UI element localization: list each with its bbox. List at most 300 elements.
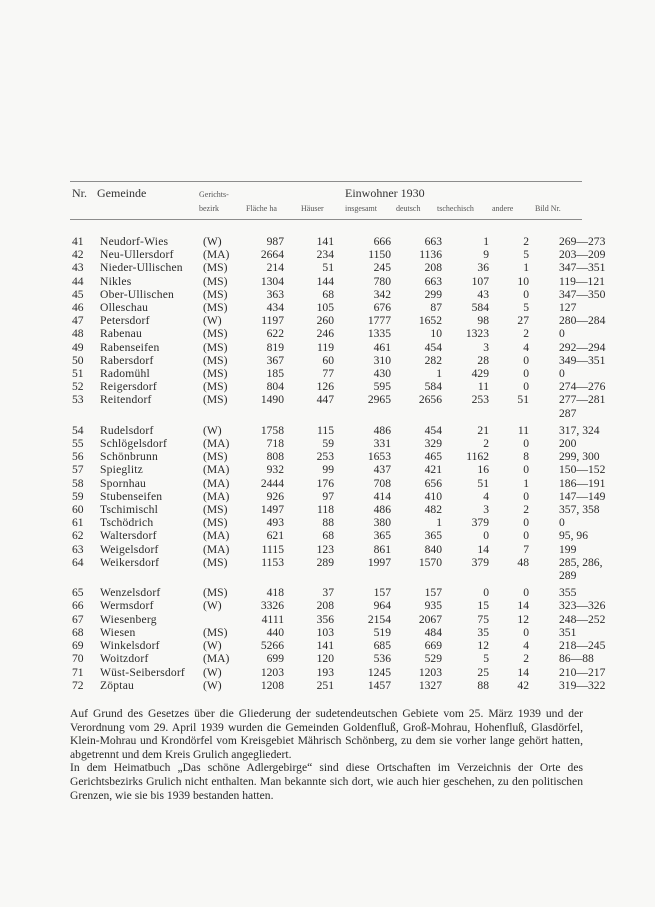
cell-flaeche: 363 <box>266 287 284 301</box>
cell-insgesamt: 2154 <box>367 612 391 626</box>
empty-cell <box>284 569 334 582</box>
cell-gerichtsbezirk: (MS) <box>203 353 228 367</box>
table-header-rule <box>70 219 582 220</box>
cell-nr: 68 <box>72 625 84 639</box>
cell-haeuser: 105 <box>316 301 334 315</box>
table-row <box>70 261 621 274</box>
cell-tschechisch: 0 <box>483 586 489 600</box>
table-body <box>70 235 621 692</box>
cell-gerichtsbezirk: (MA) <box>203 652 230 666</box>
cell-gerichtsbezirk: (MA) <box>203 248 230 262</box>
cell-tschechisch: 1 <box>483 235 489 248</box>
cell-insgesamt: 380 <box>373 516 391 530</box>
cell-tschechisch: 28 <box>477 353 489 367</box>
cell-flaeche: 808 <box>266 450 284 464</box>
cell-haeuser: 176 <box>316 476 334 490</box>
cell-insgesamt: 430 <box>373 367 391 381</box>
cell-gemeinde: Olleschau <box>100 301 149 315</box>
empty-cell <box>442 569 489 582</box>
cell-deutsch: 1327 <box>418 678 442 692</box>
cell-andere: 1 <box>523 476 529 490</box>
cell-flaeche: 819 <box>266 340 284 354</box>
cell-andere: 14 <box>517 599 529 613</box>
cell-nr: 64 <box>72 555 84 569</box>
cell-flaeche: 804 <box>266 380 284 394</box>
cell-nr: 69 <box>72 639 84 653</box>
cell-deutsch: 2067 <box>418 612 442 626</box>
cell-haeuser: 59 <box>322 437 334 451</box>
cell-bild-continuation: 289 <box>559 569 577 583</box>
cell-gemeinde: Radomühl <box>100 367 150 381</box>
cell-insgesamt: 1457 <box>367 678 391 692</box>
cell-gemeinde: Neudorf-Wies <box>100 235 169 248</box>
cell-deutsch: 454 <box>424 340 442 354</box>
cell-gemeinde: Stubenseifen <box>100 489 163 503</box>
empty-cell <box>239 569 284 582</box>
empty-cell <box>203 407 239 420</box>
cell-haeuser: 356 <box>316 612 334 626</box>
empty-cell <box>100 407 203 420</box>
cell-nr: 43 <box>72 261 84 275</box>
cell-deutsch: 454 <box>424 423 442 437</box>
cell-andere: 0 <box>523 287 529 301</box>
cell-gemeinde: Wiesen <box>100 625 136 639</box>
cell-bild: 285, 286, <box>559 555 603 569</box>
cell-bild-continuation: 287 <box>559 406 577 420</box>
cell-gerichtsbezirk: (MS) <box>203 327 228 341</box>
cell-tschechisch: 51 <box>477 476 489 490</box>
cell-gerichtsbezirk: (MS) <box>203 274 228 288</box>
cell-andere: 11 <box>517 423 529 437</box>
cell-nr: 52 <box>72 380 84 394</box>
cell-haeuser: 141 <box>316 639 334 653</box>
cell-andere: 27 <box>517 314 529 328</box>
cell-gerichtsbezirk: (MS) <box>203 625 228 639</box>
cell-tschechisch: 379 <box>471 516 489 530</box>
cell-flaeche: 1304 <box>260 274 284 288</box>
table-row <box>70 516 621 529</box>
cell-insgesamt: 708 <box>373 476 391 490</box>
cell-andere: 5 <box>523 248 529 262</box>
cell-gemeinde: Reigersdorf <box>100 380 157 394</box>
cell-haeuser: 97 <box>322 489 334 503</box>
cell-gerichtsbezirk: (W) <box>203 639 222 653</box>
cell-haeuser: 253 <box>316 450 334 464</box>
cell-insgesamt: 595 <box>373 380 391 394</box>
table-row <box>70 367 621 380</box>
cell-deutsch: 2656 <box>418 393 442 407</box>
cell-nr: 57 <box>72 463 84 477</box>
cell-tschechisch: 1162 <box>466 450 489 464</box>
cell-nr: 71 <box>72 665 84 679</box>
cell-gerichtsbezirk: (MS) <box>203 516 228 530</box>
cell-tschechisch: 429 <box>471 367 489 381</box>
empty-cell <box>239 407 284 420</box>
cell-haeuser: 141 <box>316 235 334 248</box>
table-row <box>70 613 621 626</box>
cell-insgesamt: 1335 <box>367 327 391 341</box>
cell-deutsch: 465 <box>424 450 442 464</box>
cell-flaeche: 367 <box>266 353 284 367</box>
empty-cell <box>100 569 203 582</box>
cell-tschechisch: 584 <box>471 301 489 315</box>
cell-deutsch: 935 <box>424 599 442 613</box>
cell-tschechisch: 88 <box>477 678 489 692</box>
cell-flaeche: 621 <box>266 529 284 543</box>
cell-insgesamt: 437 <box>373 463 391 477</box>
cell-flaeche: 718 <box>266 437 284 451</box>
cell-insgesamt: 519 <box>373 625 391 639</box>
cell-flaeche: 1758 <box>260 423 284 437</box>
cell-flaeche: 214 <box>266 261 284 275</box>
cell-gemeinde: Woitzdorf <box>100 652 149 666</box>
cell-gemeinde: Nieder-Ullischen <box>100 261 183 275</box>
cell-deutsch: 1570 <box>418 555 442 569</box>
cell-haeuser: 289 <box>316 555 334 569</box>
cell-haeuser: 193 <box>316 665 334 679</box>
cell-andere: 2 <box>523 652 529 666</box>
cell-gemeinde: Wüst-Seibersdorf <box>100 665 185 679</box>
cell-nr: 72 <box>72 678 84 692</box>
cell-bild: 150—152 <box>559 463 606 477</box>
cell-nr: 62 <box>72 529 84 543</box>
cell-flaeche: 622 <box>266 327 284 341</box>
cell-gemeinde: Winkelsdorf <box>100 639 160 653</box>
cell-gerichtsbezirk: (MA) <box>203 463 230 477</box>
cell-andere: 10 <box>517 274 529 288</box>
cell-bild: 355 <box>559 586 577 600</box>
cell-bild: 0 <box>559 367 565 381</box>
table-row <box>70 679 621 692</box>
cell-haeuser: 68 <box>322 529 334 543</box>
table-row <box>70 248 621 261</box>
table-row <box>70 556 621 569</box>
cell-flaeche: 699 <box>266 652 284 666</box>
cell-andere: 51 <box>517 393 529 407</box>
cell-tschechisch: 1323 <box>465 327 489 341</box>
cell-deutsch: 663 <box>424 274 442 288</box>
cell-gemeinde: Weigelsdorf <box>100 542 159 556</box>
cell-gemeinde: Petersdorf <box>100 314 150 328</box>
cell-bild: 347—351 <box>559 261 606 275</box>
cell-gerichtsbezirk: (W) <box>203 423 222 437</box>
cell-insgesamt: 342 <box>373 287 391 301</box>
header-bild: Bild Nr. <box>535 204 561 213</box>
cell-andere: 0 <box>523 437 529 451</box>
header-nr: Nr. <box>72 186 87 200</box>
table-row <box>70 529 621 542</box>
cell-haeuser: 68 <box>322 287 334 301</box>
table-row <box>70 463 621 476</box>
cell-nr: 63 <box>72 542 84 556</box>
table-row <box>70 543 621 556</box>
table-row <box>70 626 621 639</box>
cell-flaeche: 418 <box>266 586 284 600</box>
cell-nr: 48 <box>72 327 84 341</box>
cell-gemeinde: Rabenseifen <box>100 340 160 354</box>
cell-gemeinde: Ober-Ullischen <box>100 287 175 301</box>
empty-cell <box>391 569 442 582</box>
cell-flaeche: 932 <box>266 463 284 477</box>
cell-insgesamt: 486 <box>373 423 391 437</box>
cell-nr: 59 <box>72 489 84 503</box>
cell-gemeinde: Nikles <box>100 274 132 288</box>
cell-gerichtsbezirk: (MA) <box>203 476 230 490</box>
cell-deutsch: 1 <box>436 516 442 530</box>
cell-flaeche: 926 <box>266 489 284 503</box>
cell-insgesamt: 365 <box>373 529 391 543</box>
cell-andere: 0 <box>523 529 529 543</box>
cell-andere: 0 <box>523 489 529 503</box>
cell-gerichtsbezirk: (W) <box>203 599 222 613</box>
cell-gerichtsbezirk: (MS) <box>203 380 228 394</box>
table-row <box>70 380 621 393</box>
cell-deutsch: 157 <box>424 586 442 600</box>
cell-deutsch: 1136 <box>419 248 442 262</box>
cell-bild: 277—281 <box>559 393 606 407</box>
cell-tschechisch: 3 <box>483 340 489 354</box>
cell-andere: 2 <box>523 235 529 248</box>
cell-bild: 200 <box>559 437 577 451</box>
cell-gerichtsbezirk: (MS) <box>203 367 228 381</box>
cell-insgesamt: 964 <box>373 599 391 613</box>
cell-haeuser: 246 <box>316 327 334 341</box>
cell-gemeinde: Spieglitz <box>100 463 144 477</box>
cell-gerichtsbezirk: (MS) <box>203 287 228 301</box>
cell-flaeche: 440 <box>266 625 284 639</box>
header-einwohner-group: Einwohner 1930 <box>345 186 425 200</box>
cell-haeuser: 99 <box>322 463 334 477</box>
cell-bild: 119—121 <box>559 274 605 288</box>
cell-flaeche: 1208 <box>260 678 284 692</box>
cell-bild: 269—273 <box>559 235 606 248</box>
table-row <box>70 599 621 612</box>
cell-nr: 46 <box>72 301 84 315</box>
cell-haeuser: 126 <box>316 380 334 394</box>
cell-insgesamt: 536 <box>373 652 391 666</box>
cell-gemeinde: Weikersdorf <box>100 555 160 569</box>
cell-andere: 42 <box>517 678 529 692</box>
cell-tschechisch: 107 <box>471 274 489 288</box>
cell-gemeinde: Zöptau <box>100 678 135 692</box>
cell-andere: 14 <box>517 665 529 679</box>
cell-gerichtsbezirk: (MS) <box>203 503 228 517</box>
empty-cell <box>489 569 529 582</box>
table-row <box>70 639 621 652</box>
cell-insgesamt: 486 <box>373 503 391 517</box>
cell-gerichtsbezirk: (MA) <box>203 489 230 503</box>
cell-tschechisch: 75 <box>477 612 489 626</box>
cell-gerichtsbezirk: (W) <box>203 235 222 248</box>
table-row <box>70 582 621 599</box>
cell-flaeche: 1497 <box>260 503 284 517</box>
cell-bild: 351 <box>559 625 577 639</box>
cell-nr: 41 <box>72 235 84 248</box>
empty-cell <box>489 407 529 420</box>
table-row <box>70 393 621 406</box>
cell-nr: 55 <box>72 437 84 451</box>
table-row <box>70 450 621 463</box>
cell-flaeche: 987 <box>266 235 284 248</box>
cell-haeuser: 251 <box>316 678 334 692</box>
table-row <box>70 288 621 301</box>
table-row <box>70 341 621 354</box>
empty-cell <box>442 407 489 420</box>
empty-cell <box>70 407 100 420</box>
cell-insgesamt: 461 <box>373 340 391 354</box>
cell-flaeche: 3326 <box>260 599 284 613</box>
cell-haeuser: 234 <box>316 248 334 262</box>
footnote <box>70 707 583 802</box>
cell-deutsch: 482 <box>424 503 442 517</box>
cell-nr: 42 <box>72 248 84 262</box>
header-flaeche: Fläche ha <box>246 204 277 213</box>
cell-bild: 147—149 <box>559 489 606 503</box>
cell-haeuser: 77 <box>322 367 334 381</box>
cell-gerichtsbezirk: (MS) <box>203 450 228 464</box>
cell-deutsch: 365 <box>424 529 442 543</box>
cell-deutsch: 1 <box>436 367 442 381</box>
header-deutsch: deutsch <box>396 204 421 213</box>
cell-deutsch: 208 <box>424 261 442 275</box>
cell-nr: 58 <box>72 476 84 490</box>
cell-flaeche: 2444 <box>260 476 284 490</box>
footnote-paragraph-2: In dem Heimatbuch „Das schöne Adlergebirge“ sind diese Ortschaften im Verzeichnis der Orte des Gerichtsbezirks Grulich nicht enthalten. Man bekannte sich dort, wie auch hier geschehen, zu den politischen Grenzen, wie sie bis 1939 bestanden hatten. <box>70 761 583 802</box>
cell-andere: 0 <box>523 380 529 394</box>
cell-haeuser: 60 <box>322 353 334 367</box>
cell-deutsch: 1203 <box>418 665 442 679</box>
cell-bild: 186—191 <box>559 476 606 490</box>
cell-insgesamt: 1245 <box>367 665 391 679</box>
cell-andere: 0 <box>523 353 529 367</box>
cell-gemeinde: Wermsdorf <box>100 599 154 613</box>
cell-tschechisch: 11 <box>477 380 489 394</box>
cell-haeuser: 51 <box>322 261 334 275</box>
table-top-rule <box>70 181 582 182</box>
cell-gemeinde: Rudelsdorf <box>100 423 154 437</box>
cell-andere: 12 <box>517 612 529 626</box>
cell-nr: 45 <box>72 287 84 301</box>
cell-insgesamt: 1997 <box>367 555 391 569</box>
cell-flaeche: 5266 <box>260 639 284 653</box>
cell-flaeche: 1490 <box>260 393 284 407</box>
cell-deutsch: 299 <box>424 287 442 301</box>
cell-deutsch: 410 <box>424 489 442 503</box>
cell-insgesamt: 2965 <box>367 393 391 407</box>
cell-gerichtsbezirk: (MA) <box>203 437 230 451</box>
empty-cell <box>70 569 100 582</box>
cell-tschechisch: 9 <box>483 248 489 262</box>
cell-haeuser: 103 <box>316 625 334 639</box>
cell-deutsch: 669 <box>424 639 442 653</box>
cell-haeuser: 144 <box>316 274 334 288</box>
cell-deutsch: 840 <box>424 542 442 556</box>
header-insgesamt: insgesamt <box>345 204 377 213</box>
table-row <box>70 437 621 450</box>
empty-cell <box>334 407 391 420</box>
cell-bild: 248—252 <box>559 612 606 626</box>
cell-bild: 199 <box>559 542 577 556</box>
cell-tschechisch: 379 <box>471 555 489 569</box>
cell-insgesamt: 157 <box>373 586 391 600</box>
cell-tschechisch: 4 <box>483 489 489 503</box>
cell-nr: 51 <box>72 367 84 381</box>
cell-bild: 357, 358 <box>559 503 600 517</box>
cell-gerichtsbezirk: (MS) <box>203 261 228 275</box>
cell-tschechisch: 21 <box>477 423 489 437</box>
header-gerichtsbezirk-line2: bezirk <box>199 204 219 213</box>
header-tschechisch: tschechisch <box>437 204 474 213</box>
cell-andere: 2 <box>523 327 529 341</box>
cell-bild: 95, 96 <box>559 529 588 543</box>
cell-nr: 50 <box>72 353 84 367</box>
table-row <box>70 652 621 665</box>
cell-nr: 65 <box>72 586 84 600</box>
cell-insgesamt: 331 <box>373 437 391 451</box>
cell-nr: 47 <box>72 314 84 328</box>
table-row <box>70 420 621 437</box>
cell-bild: 299, 300 <box>559 450 600 464</box>
cell-nr: 67 <box>72 612 84 626</box>
cell-deutsch: 421 <box>424 463 442 477</box>
cell-gerichtsbezirk: (W) <box>203 678 222 692</box>
cell-bild: 0 <box>559 516 565 530</box>
cell-andere: 0 <box>523 516 529 530</box>
cell-insgesamt: 1653 <box>367 450 391 464</box>
cell-bild: 210—217 <box>559 665 606 679</box>
empty-cell <box>284 407 334 420</box>
cell-gerichtsbezirk: (MS) <box>203 555 228 569</box>
cell-gerichtsbezirk: (W) <box>203 314 222 328</box>
cell-gerichtsbezirk <box>203 613 239 626</box>
cell-bild: 0 <box>559 327 565 341</box>
cell-deutsch: 1652 <box>418 314 442 328</box>
cell-bild: 349—351 <box>559 353 606 367</box>
cell-bild: 274—276 <box>559 380 606 394</box>
table-row-continuation <box>70 569 621 582</box>
cell-gemeinde: Tschödrich <box>100 516 154 530</box>
table-row <box>70 275 621 288</box>
cell-deutsch: 656 <box>424 476 442 490</box>
cell-nr: 70 <box>72 652 84 666</box>
cell-gemeinde: Reitendorf <box>100 393 152 407</box>
cell-tschechisch: 5 <box>483 652 489 666</box>
cell-haeuser: 120 <box>316 652 334 666</box>
cell-insgesamt: 1777 <box>367 314 391 328</box>
cell-tschechisch: 3 <box>483 503 489 517</box>
cell-bild: 347—350 <box>559 287 606 301</box>
cell-gemeinde: Wenzelsdorf <box>100 586 161 600</box>
cell-tschechisch: 35 <box>477 625 489 639</box>
table-row-continuation <box>70 407 621 420</box>
cell-haeuser: 37 <box>322 586 334 600</box>
cell-gemeinde: Schlögelsdorf <box>100 437 167 451</box>
cell-deutsch: 10 <box>430 327 442 341</box>
cell-gemeinde: Wiesenberg <box>100 612 157 626</box>
cell-tschechisch: 16 <box>477 463 489 477</box>
empty-cell <box>334 569 391 582</box>
cell-nr: 53 <box>72 393 84 407</box>
cell-haeuser: 119 <box>317 340 334 354</box>
cell-bild: 323—326 <box>559 599 606 613</box>
cell-bild: 203—209 <box>559 248 606 262</box>
cell-gerichtsbezirk: (MA) <box>203 542 230 556</box>
table-row <box>70 354 621 367</box>
cell-gemeinde: Waltersdorf <box>100 529 157 543</box>
cell-insgesamt: 1150 <box>368 248 391 262</box>
cell-nr: 49 <box>72 340 84 354</box>
cell-flaeche: 434 <box>266 301 284 315</box>
